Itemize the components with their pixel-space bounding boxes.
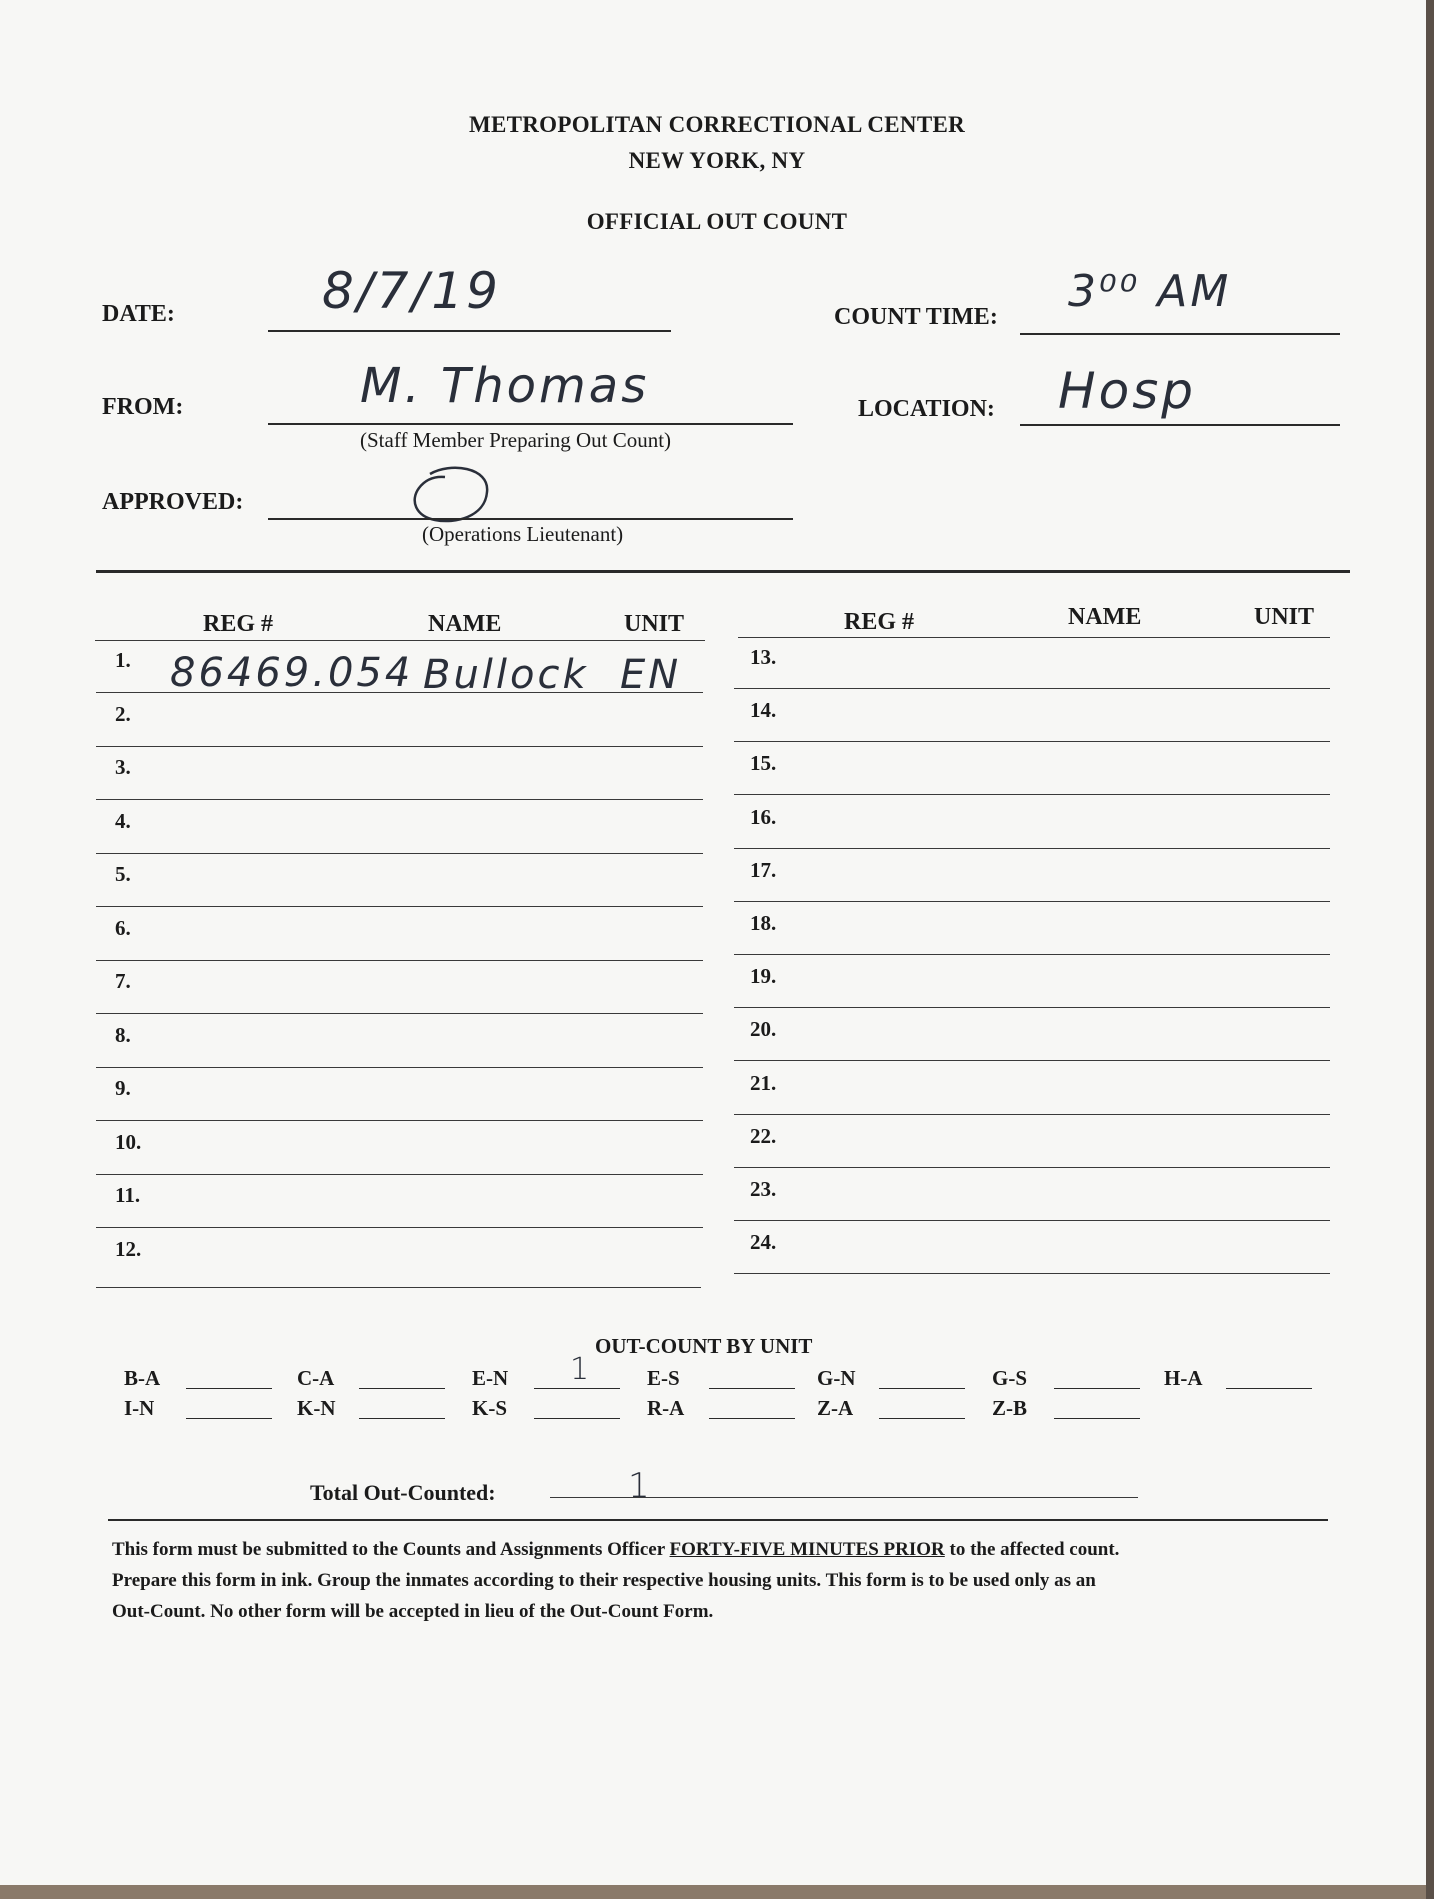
footer-line-1-pre: This form must be submitted to the Counts and Assignments Officer [112,1539,670,1560]
unit-count-blank[interactable] [1054,1418,1140,1419]
unit-label-e-n: E-N [472,1366,509,1390]
entry-line [96,746,703,747]
approved-caption: (Operations Lieutenant) [422,522,624,546]
entry-line [734,1114,1330,1115]
entry-line [734,848,1330,849]
from-caption: (Staff Member Preparing Out Count) [360,428,672,452]
row-number: 24. [750,1230,777,1255]
entry-line [96,906,703,907]
row-number: 5. [115,862,131,886]
outcount-title: OUT-COUNT BY UNIT [595,1334,813,1358]
entry-line [734,901,1330,902]
row-number: 8. [115,1022,131,1047]
unit-label-b-a: B-A [124,1366,161,1390]
row-1-reg: 86469.054 [170,650,414,696]
entry-line [734,688,1330,689]
row-number: 6. [115,915,131,940]
entry-line [96,960,703,961]
unit-count-blank[interactable] [186,1388,272,1389]
unit-label-k-n: K-N [297,1396,336,1420]
unit-count-blank[interactable] [1226,1388,1312,1389]
unit-count-blank[interactable] [1054,1388,1140,1389]
entry-line [734,794,1330,795]
left-reg-header: REG # [203,611,274,637]
right-unit-header: UNIT [1254,604,1315,630]
row-number: 21. [750,1070,777,1095]
date-value: 8/7/19 [322,262,501,320]
footer-text [112,1534,1332,1627]
from-line [268,423,793,425]
en-count-value: 1 [570,1352,593,1387]
count-time-value: 3⁰⁰ AM [1068,266,1232,317]
entry-line [96,1227,703,1228]
footer-line-1-post: to the affected count. [944,1539,1120,1560]
row-number: 4. [115,808,131,833]
entry-line [734,1007,1330,1008]
approved-line [268,518,793,520]
left-header-line [95,640,705,641]
entry-line [96,853,703,854]
location-line [1020,424,1340,426]
table-bottom-line [96,1287,701,1288]
row-number: 18. [750,911,777,935]
institution-city: NEW YORK, NY [628,148,806,173]
entry-line [96,1120,703,1121]
unit-label-i-n: I-N [124,1396,155,1420]
unit-count-blank[interactable] [709,1388,795,1389]
date-label: DATE: [102,301,175,327]
entry-line [96,799,703,800]
footer-line-3: Out-Count. No other form will be accepted in lieu of the Out-Count Form. [112,1601,714,1622]
unit-label-e-s: E-S [647,1366,680,1390]
left-unit-header: UNIT [624,611,685,637]
row-number: 3. [115,755,131,779]
right-header-line [738,637,1330,638]
row-number: 12. [115,1236,142,1261]
unit-label-k-s: K-S [472,1396,508,1420]
unit-count-blank[interactable] [534,1388,620,1389]
date-line [268,330,671,332]
institution-name: METROPOLITAN CORRECTIONAL CENTER [468,112,966,137]
row-number: 22. [750,1123,777,1148]
location-value: Hosp [1058,362,1196,420]
row-number: 16. [750,804,777,829]
entry-line [96,1174,703,1175]
unit-count-blank[interactable] [879,1418,965,1419]
entry-line [96,1013,703,1014]
row-number: 7. [115,969,131,993]
unit-label-z-b: Z-B [992,1396,1028,1420]
unit-count-blank[interactable] [879,1388,965,1389]
from-label: FROM: [102,394,184,420]
row-number: 20. [750,1017,777,1042]
footer-deadline: FORTY-FIVE MINUTES PRIOR [669,1539,945,1560]
entry-line [734,1220,1330,1221]
section-separator [96,570,1350,573]
approved-label: APPROVED: [102,489,244,515]
unit-label-g-n: G-N [817,1366,856,1390]
unit-count-blank[interactable] [709,1418,795,1419]
row-number: 9. [115,1076,131,1100]
row-number: 2. [115,701,131,726]
total-value: 1 [628,1466,653,1506]
row-number: 17. [750,857,777,882]
row-number: 13. [750,645,777,669]
unit-count-blank[interactable] [359,1388,445,1389]
count-time-line [1020,333,1340,335]
left-name-header: NAME [428,611,502,637]
form-title: OFFICIAL OUT COUNT [586,209,848,234]
entry-line [734,741,1330,742]
from-value: M. Thomas [360,358,650,414]
footer-separator [108,1519,1328,1521]
entry-line [734,954,1330,955]
row-number: 15. [750,751,777,776]
row-number: 14. [750,698,777,723]
right-name-header: NAME [1068,604,1142,630]
unit-label-c-a: C-A [297,1366,335,1390]
unit-count-blank[interactable] [359,1418,445,1419]
row-number: 23. [750,1177,777,1201]
row-number: 19. [750,964,777,989]
unit-count-blank[interactable] [186,1418,272,1419]
entry-line [734,1273,1330,1274]
location-label: LOCATION: [858,396,995,422]
unit-label-r-a: R-A [647,1396,685,1420]
count-time-label: COUNT TIME: [834,304,998,330]
unit-count-blank[interactable] [534,1418,620,1419]
row-1-unit: EN [620,652,682,698]
entry-line [734,1167,1330,1168]
footer-line-2: Prepare this form in ink. Group the inmates according to their respective housing units. This form is to be used only as an [112,1570,1096,1591]
unit-label-g-s: G-S [992,1366,1028,1390]
row-number: 10. [115,1129,142,1154]
unit-label-h-a: H-A [1164,1366,1203,1390]
total-label: Total Out-Counted: [310,1480,496,1505]
page-edge-shadow [1426,0,1434,1899]
row-number: 11. [115,1183,141,1207]
total-line [550,1497,1138,1498]
entry-line [734,1060,1330,1061]
footer-line-1 [112,1534,1332,1565]
row-1-name: Bullock [423,652,589,698]
entry-line [96,1067,703,1068]
row-number: 1. [115,648,131,672]
unit-label-z-a: Z-A [817,1396,854,1420]
right-reg-header: REG # [844,609,915,635]
